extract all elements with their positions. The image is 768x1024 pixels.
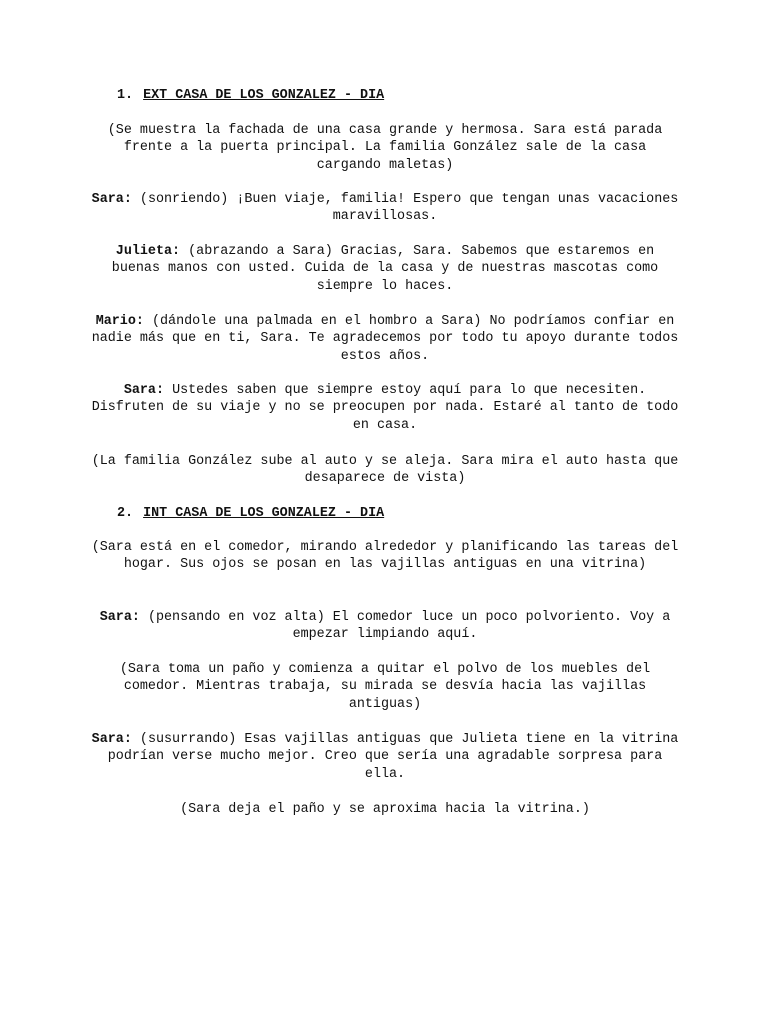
speaker-name: Sara: [91, 192, 132, 207]
dialogue-block [90, 243, 680, 295]
dialogue-block [90, 313, 680, 365]
action-text: (Sara toma un paño y comienza a quitar el polvo de los muebles del comedor. Mientras trabaja, su mirada se desvía hacia las vajillas antiguas) [119, 662, 651, 712]
dialogue-text: Ustedes saben que siempre estoy aquí para lo que necesiten. Disfruten de su viaje y no se preocupen por nada. Estaré al tanto de todo en casa. [91, 383, 679, 433]
action-block [90, 122, 680, 174]
action-block [90, 661, 680, 713]
action-text: (Se muestra la fachada de una casa grande y hermosa. Sara está parada frente a la puerta principal. La familia González sale de la casa cargando maletas) [107, 123, 663, 173]
dialogue-text: (susurrando) Esas vajillas antiguas que Julieta tiene en la vitrina podrían verse mucho mejor. Creo que sería una agradable sorpresa para ella. [107, 732, 679, 782]
dialogue-block [90, 382, 680, 434]
dialogue-text: (dándole una palmada en el hombro a Sara) No podríamos confiar en nadie más que en ti, Sara. Te agradecemos por todo tu apoyo durante todos estos años. [91, 314, 679, 364]
dialogue-block [90, 731, 680, 783]
speaker-name: Mario: [95, 314, 144, 329]
scene-heading [117, 505, 384, 522]
action-text: (Sara está en el comedor, mirando alrededor y planificando las tareas del hogar. Sus ojos se posan en las vajillas antiguas en una vitrina) [91, 540, 679, 573]
dialogue-text: (pensando en voz alta) El comedor luce un poco polvoriento. Voy a empezar limpiando aquí. [147, 610, 671, 643]
speaker-name: Julieta: [115, 244, 181, 259]
dialogue-block [90, 191, 680, 226]
speaker-name: Sara: [123, 383, 165, 398]
speaker-name: Sara: [99, 610, 140, 625]
dialogue-text: (sonriendo) ¡Buen viaje, familia! Espero que tengan unas vacaciones maravillosas. [139, 192, 679, 225]
scene-title: EXT CASA DE LOS GONZALEZ - DIA [143, 88, 385, 103]
scene-title: INT CASA DE LOS GONZALEZ - DIA [143, 506, 385, 521]
action-block [90, 453, 680, 488]
action-block [90, 801, 680, 818]
action-text: (Sara deja el paño y se aproxima hacia la vitrina.) [180, 802, 590, 817]
scene-heading [117, 87, 384, 104]
scene-number: 1. [117, 88, 134, 103]
speaker-name: Sara: [91, 732, 132, 747]
action-block [90, 539, 680, 574]
scene-number: 2. [117, 506, 134, 521]
dialogue-text: (abrazando a Sara) Gracias, Sara. Sabemos que estaremos en buenas manos con usted. Cuida de la casa y de nuestras mascotas como siempre lo haces. [111, 244, 659, 294]
action-text: (La familia González sube al auto y se aleja. Sara mira el auto hasta que desaparece de vista) [91, 454, 679, 487]
dialogue-block [90, 609, 680, 644]
